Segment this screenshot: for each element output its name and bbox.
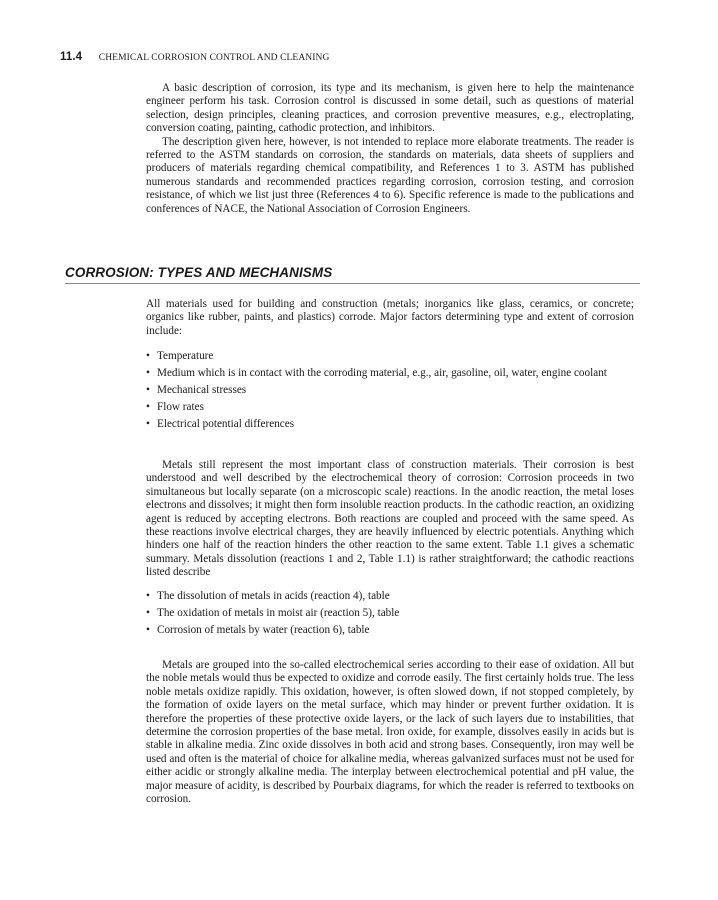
list-item: • Corrosion of metals by water (reaction 6), table xyxy=(146,624,634,637)
metals-block xyxy=(146,459,634,580)
groups-block xyxy=(146,659,634,806)
section-heading: CORROSION: TYPES AND MECHANISMS xyxy=(65,265,640,284)
factors-list xyxy=(146,350,634,431)
list-item: • Medium which is in contact with the corroding material, e.g., air, gasoline, oil, water, engine coolant xyxy=(146,367,634,380)
cathodic-list-block xyxy=(146,590,634,641)
chapter-title: CHEMICAL CORROSION CONTROL AND CLEANING xyxy=(98,53,330,63)
list-item: • The oxidation of metals in moist air (reaction 5), table xyxy=(146,607,634,620)
list-item: • Electrical potential differences xyxy=(146,418,634,431)
page-number: 11.4 xyxy=(60,51,83,63)
metals-paragraph: Metals still represent the most important class of construction materials. Their corrosion is best understood and well described by the electrochemical theory of corrosion: Corrosion proceeds in two simultaneous but locally separate (on a microscopic scale) reactions. In the anodic reaction, the metal loses electrons and dissolves; it might then form insoluble reaction products. In the cathodic reaction, an oxidizing agent is reduced by accepting electrons. Both reactions are coupled and proceed with the same speed. As these reactions involve electrical charges, they are heavily influenced by electric potentials. Anything which hinders one half of the reaction hinders the other reaction to the same extent. Table 1.1 gives a schematic summary. Metals dissolution (reactions 1 and 2, Table 1.1) is rather straightforward; the cathodic reactions listed describe xyxy=(146,459,634,579)
intro-block xyxy=(146,82,634,216)
list-item: • The dissolution of metals in acids (reaction 4), table xyxy=(146,590,634,603)
electrochemical-series-paragraph: Metals are grouped into the so-called electrochemical series according to their ease of oxidation. All but the noble metals would thus be expected to oxidize and corrode easily. The first certainly holds true. The less noble metals oxidize rapidly. This oxidation, however, is often slowed down, if not stopped completely, by the formation of oxide layers on the metal surface, which may hinder or prevent further oxidation. It is therefore the properties of these protective oxide layers, or the lack of such layers due to instabilities, that determine the corrosion properties of the base metal. Iron oxide, for example, dissolves easily in acids but is stable in alkaline media. Zinc oxide dissolves in both acid and strong bases. Consequently, iron may well be used and often is the material of choice for alkaline media, whereas galvanized surfaces must not be used for either acidic or strongly alkaline media. The interplay between electrochemical potential and pH value, the major measure of acidity, is described by Pourbaix diagrams, for which the reader is referred to textbooks on corrosion. xyxy=(146,659,634,806)
running-head xyxy=(60,51,329,63)
section-intro-block xyxy=(146,298,634,338)
cathodic-reactions-list xyxy=(146,590,634,637)
intro-paragraph-2: The description given here, however, is not intended to replace more elaborate treatments. The reader is referred to the ASTM standards on corrosion, the standards on materials, data sheets of suppliers and producers of materials regarding chemical compatibility, and References 1 to 3. ASTM has published numerous standards and recommended practices regarding corrosion, corrosion testing, and corrosion resistance, of which we list just three (References 4 to 6). Specific reference is made to the publications and conferences of NACE, the National Association of Corrosion Engineers. xyxy=(146,135,634,215)
section-intro-paragraph: All materials used for building and construction (metals; inorganics like glass, ceramics, or concrete; organics like rubber, paints, and plastics) corrode. Major factors determining type and extent of corrosion include: xyxy=(146,298,634,337)
factors-list-block xyxy=(146,350,634,435)
list-item: • Flow rates xyxy=(146,401,634,414)
list-item: • Temperature xyxy=(146,350,634,363)
intro-paragraph-1: A basic description of corrosion, its type and its mechanism, is given here to help the maintenance engineer perform his task. Corrosion control is discussed in some detail, such as questions of material selection, design principles, cleaning practices, and corrosion preventive measures, e.g., electroplating, conversion coating, painting, cathodic protection, and inhibitors. xyxy=(146,82,634,135)
list-item: • Mechanical stresses xyxy=(146,384,634,397)
